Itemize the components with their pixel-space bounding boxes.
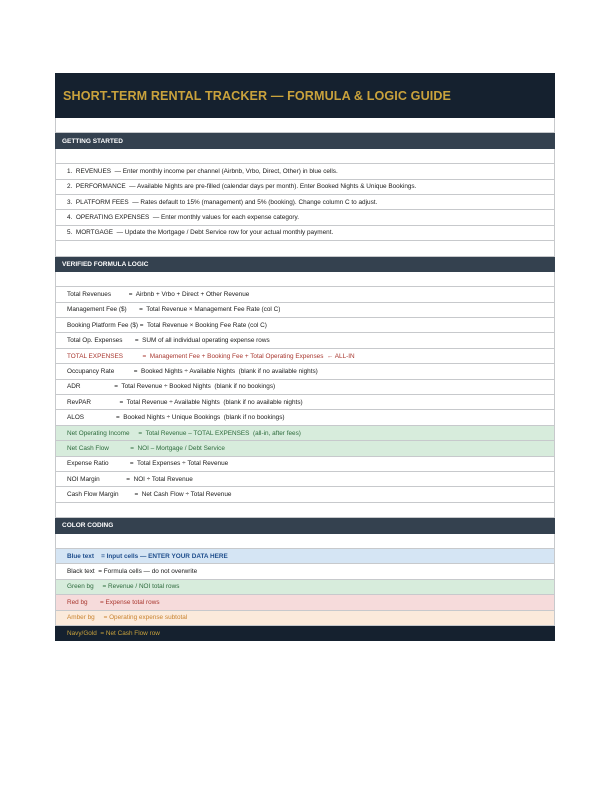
spacer-row — [55, 534, 555, 549]
spacer-row — [55, 503, 555, 518]
formula-row[interactable]: Cash Flow Margin = Net Cash Flow ÷ Total Revenue — [55, 487, 555, 502]
formula-row[interactable]: RevPAR = Total Revenue ÷ Available Nights (blank if no available nights) — [55, 395, 555, 410]
guide-sheet — [55, 73, 555, 641]
color-legend-row[interactable]: Blue text = Input cells — ENTER YOUR DATA HERE — [55, 549, 555, 564]
formula-row[interactable]: ADR = Total Revenue ÷ Booked Nights (blank if no bookings) — [55, 380, 555, 395]
color-legend-row[interactable]: Green bg = Revenue / NOI total rows — [55, 580, 555, 595]
formula-row[interactable]: ALOS = Booked Nights ÷ Unique Bookings (blank if no bookings) — [55, 410, 555, 425]
instruction-row[interactable]: 3. PLATFORM FEES — Rates default to 15% (management) and 5% (booking). Change column C to adjust. — [55, 195, 555, 210]
spacer-row — [55, 241, 555, 256]
formula-row[interactable]: Management Fee ($) = Total Revenue × Management Fee Rate (col C) — [55, 303, 555, 318]
formula-row[interactable]: Total Op. Expenses = SUM of all individual operating expense rows — [55, 333, 555, 348]
formula-row[interactable]: Net Operating Income = Total Revenue – TOTAL EXPENSES (all-in, after fees) — [55, 426, 555, 441]
instruction-row[interactable]: 4. OPERATING EXPENSES — Enter monthly values for each expense category. — [55, 210, 555, 225]
formula-row[interactable]: NOI Margin = NOI ÷ Total Revenue — [55, 472, 555, 487]
color-legend-row[interactable]: Red bg = Expense total rows — [55, 595, 555, 610]
color-legend-row[interactable]: Amber bg = Operating expense subtotal — [55, 611, 555, 626]
formula-row[interactable]: Expense Ratio = Total Expenses ÷ Total Revenue — [55, 457, 555, 472]
sheet-title: SHORT-TERM RENTAL TRACKER — FORMULA & LOGIC GUIDE — [55, 73, 555, 118]
formula-row[interactable]: Booking Platform Fee ($) = Total Revenue × Booking Fee Rate (col C) — [55, 318, 555, 333]
spacer-row — [55, 272, 555, 287]
instruction-row[interactable]: 5. MORTGAGE — Update the Mortgage / Debt Service row for your actual monthly payment. — [55, 226, 555, 241]
color-legend-row[interactable]: Black text = Formula cells — do not overwrite — [55, 564, 555, 579]
spacer-row — [55, 118, 555, 133]
section-header-formula-logic: VERIFIED FORMULA LOGIC — [55, 257, 555, 272]
section-header-color-coding: COLOR CODING — [55, 518, 555, 533]
section-header-getting-started: GETTING STARTED — [55, 133, 555, 148]
formula-row[interactable]: Total Revenues = Airbnb + Vrbo + Direct + Other Revenue — [55, 287, 555, 302]
instruction-row[interactable]: 2. PERFORMANCE — Available Nights are pre-filled (calendar days per month). Enter Booked Nights & Unique Bookings. — [55, 180, 555, 195]
formula-row[interactable]: Occupancy Rate = Booked Nights ÷ Available Nights (blank if no available nights) — [55, 364, 555, 379]
formula-row[interactable]: TOTAL EXPENSES = Management Fee + Booking Fee + Total Operating Expenses ← ALL-IN — [55, 349, 555, 364]
formula-row[interactable]: Net Cash Flow = NOI – Mortgage / Debt Service — [55, 441, 555, 456]
instruction-row[interactable]: 1. REVENUES — Enter monthly income per channel (Airbnb, Vrbo, Direct, Other) in blue cells. — [55, 164, 555, 179]
spacer-row — [55, 149, 555, 164]
color-legend-row[interactable]: Navy/Gold = Net Cash Flow row — [55, 626, 555, 641]
